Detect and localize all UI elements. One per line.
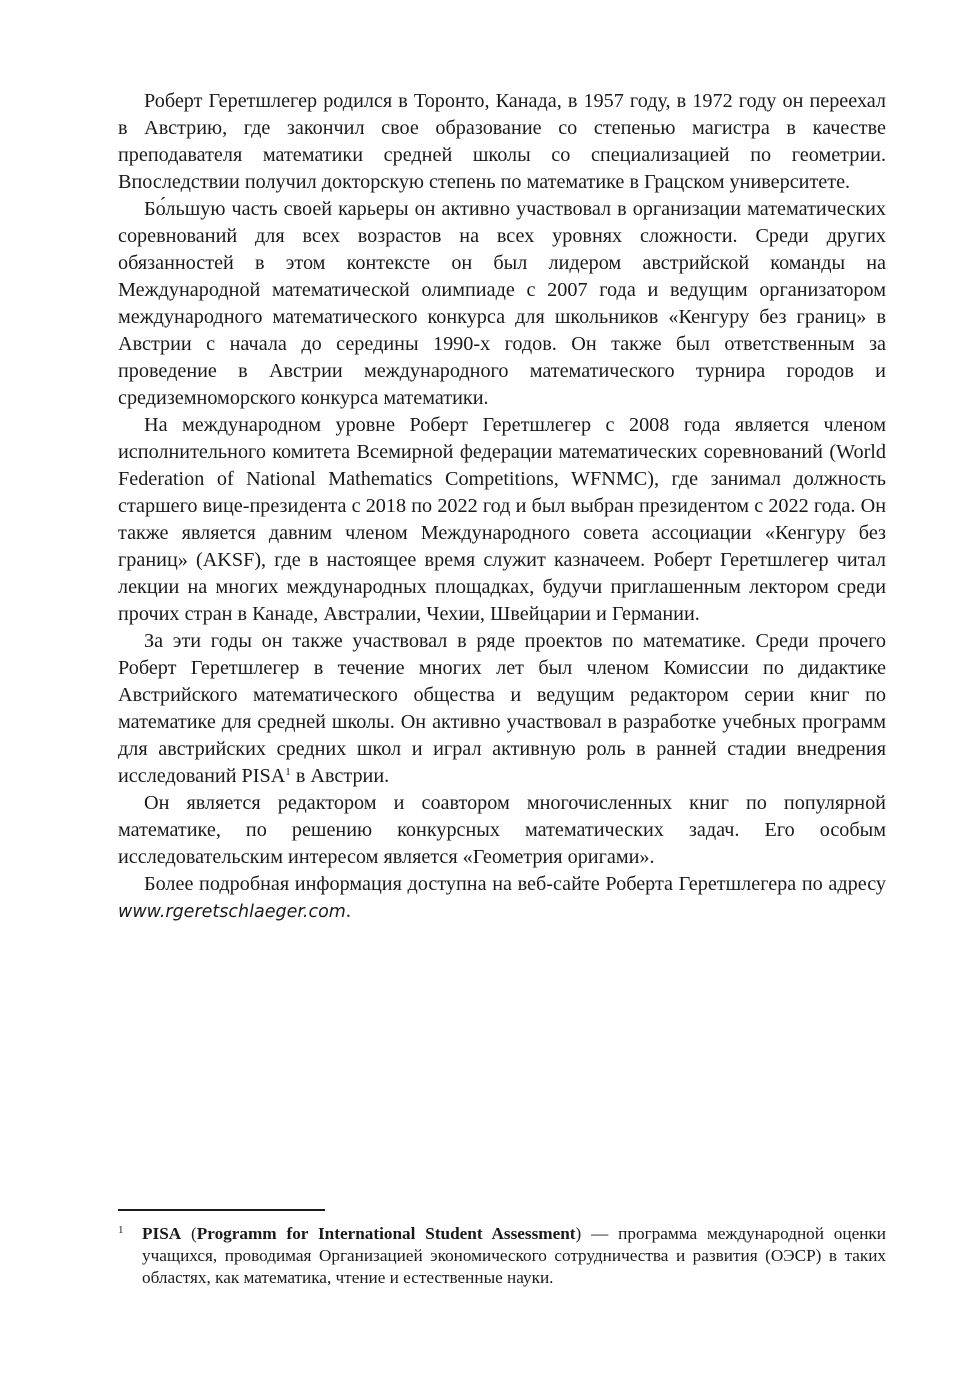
footnote-text — [142, 1223, 886, 1289]
paragraph-2: Бо́льшую часть своей карьеры он активно участвовал в организации математических соревнований для всех возрастов на всех уровнях сложности. Среди других обязанностей в этом контексте он был лидером австрийской команды на Международной математической олимпиаде с 2007 года и ведущим организатором международного математического конкурса для школьников «Кенгуру без границ» в Австрии с начала до середины 1990-х годов. Он также был ответственным за проведение в Австрии международного математического турнира городов и средиземноморского конкурса математики. — [118, 198, 886, 409]
footnote-reference[interactable]: 1 — [285, 766, 291, 778]
paragraph-4 — [118, 628, 886, 790]
paragraph-3: На международном уровне Роберт Геретшлегер с 2008 года является членом исполнительного комитета Всемирной федерации математических соревнований (World Federation of National Mathematics Competitions, WFNMC), где занимал должность старшего вице-президента с 2018 по 2022 год и был выбран президентом с 2022 года. Он также является давним членом Международного совета ассоциации «Кенгуру без границ» (AKSF), где в настоящее время служит казначеем. Роберт Геретшлегер читал лекции на многих международных площадках, будучи приглашенным лектором среди прочих стран в Канаде, Австралии, Чехии, Швейцарии и Германии. — [118, 414, 886, 625]
paragraph-6-text: Более подробная информация доступна на веб-сайте Роберта Геретшлегера по адресу — [144, 873, 886, 895]
footnote-open-paren: ( — [181, 1224, 197, 1243]
paragraph-4-text: За эти годы он также участвовал в ряде проектов по математике. Среди прочего Роберт Геретшлегер в течение многих лет был членом Комиссии по дидактике Австрийского математического общества и ведущим редактором серии книг по математике для средней школы. Он активно участвовал в разработке учебных программ для австрийских средних школ и играл активную роль в ранней стадии внедрения исследований PISA — [118, 630, 886, 787]
footnote-expansion: Programm for International Student Assessment — [196, 1224, 576, 1243]
paragraph-5: Он является редактором и соавтором многочисленных книг по популярной математике, по решению конкурсных математических задач. Его особым исследовательским интересом является «Геометрия оригами». — [118, 792, 886, 868]
footnote-number: 1 — [118, 1224, 124, 1236]
footnote-description: ) — программа международной оценки учащихся, проводимая Организацией экономического сотрудничества и развития (ОЭСР) в таких областях, как математика, чтение и естественные науки. — [142, 1224, 886, 1287]
footnote-term: PISA — [142, 1224, 182, 1243]
paragraph-6-tail: . — [345, 900, 351, 922]
paragraph-4-tail: в Австрии. — [290, 765, 390, 787]
website-link[interactable]: www.rgeretschlaeger.com — [118, 902, 346, 922]
paragraph-1: Роберт Геретшлегер родился в Торонто, Канада, в 1957 году, в 1972 году он переехал в Австрию, где закончил свое образование со степенью магистра в качестве преподавателя математики средней школы со специализацией по геометрии. Впоследствии получил докторскую степень по математике в Грацском университете. — [118, 90, 886, 193]
main-text — [118, 88, 886, 926]
footnote — [118, 1223, 886, 1289]
footnote-divider — [118, 1209, 325, 1211]
paragraph-6 — [118, 871, 886, 926]
